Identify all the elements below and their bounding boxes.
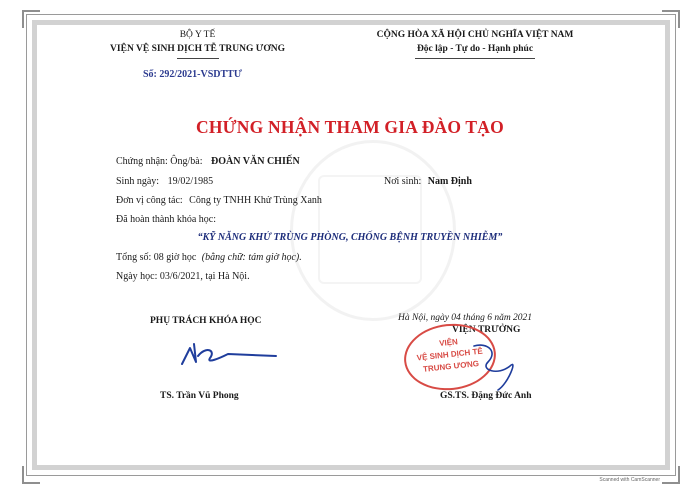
country-name: CỘNG HÒA XÃ HỘI CHỦ NGHĨA VIỆT NAM	[376, 30, 574, 40]
dob-value: 19/02/1985	[167, 176, 214, 187]
hours-label: Tổng số: 08 giờ học	[116, 252, 197, 263]
birthplace-label: Nơi sinh:	[384, 176, 422, 187]
supervisor-name: TS. Trần Vũ Phong	[160, 391, 239, 401]
course-name: “KỸ NĂNG KHỬ TRÙNG PHÒNG, CHỐNG BỆNH TRUYỀN NHIỄM”	[197, 232, 503, 243]
director-signature	[468, 336, 528, 394]
dob-row	[116, 176, 213, 187]
document-number: Số: 292/2021-VSDTTƯ	[143, 69, 242, 80]
birthplace-row	[384, 176, 472, 187]
hours-row	[116, 252, 302, 263]
director-title: VIỆN TRƯỞNG	[452, 325, 521, 335]
workplace-value: Công ty TNHH Khử Trùng Xanh	[189, 195, 322, 206]
header-left-rule	[177, 58, 219, 59]
recipient-row	[116, 156, 300, 167]
ministry-name: BỘ Y TẾ	[179, 30, 216, 40]
recipient-name: ĐOÀN VĂN CHIẾN	[211, 156, 300, 167]
national-motto: Độc lập - Tự do - Hạnh phúc	[416, 44, 534, 54]
issuer-header	[95, 28, 300, 56]
institute-name: VIỆN VỆ SINH DỊCH TỄ TRUNG ƯƠNG	[110, 44, 285, 54]
scan-watermark: Scanned with CamScanner	[599, 477, 660, 483]
recipient-label: Chứng nhận: Ông/bà:	[116, 156, 203, 167]
supervisor-signature	[176, 336, 296, 372]
director-name: GS.TS. Đặng Đức Anh	[440, 391, 532, 401]
completed-label: Đã hoàn thành khóa học:	[116, 214, 216, 225]
national-header	[355, 28, 595, 56]
dob-label: Sinh ngày:	[116, 176, 160, 187]
course-supervisor-title: PHỤ TRÁCH KHÓA HỌC	[150, 316, 262, 326]
certificate-title: CHỨNG NHẬN THAM GIA ĐÀO TẠO	[196, 117, 504, 137]
workplace-label: Đơn vị công tác:	[116, 195, 183, 206]
hours-in-words: (bằng chữ: tám giờ học).	[201, 252, 302, 263]
stamp-line-2: VỆ SINH DỊCH TỄ	[416, 346, 484, 363]
header-right-rule	[415, 58, 535, 59]
workplace-row	[116, 195, 322, 206]
stamp-line-1: VIỆN	[438, 337, 459, 349]
stamp-line-3: TRUNG ƯƠNG	[422, 359, 480, 374]
issue-date-place: Hà Nội, ngày 04 tháng 6 năm 2021	[398, 313, 533, 323]
birthplace-value: Nam Định	[427, 176, 472, 187]
study-date: Ngày học: 03/6/2021, tại Hà Nội.	[116, 271, 250, 282]
watermark-building	[318, 175, 422, 284]
